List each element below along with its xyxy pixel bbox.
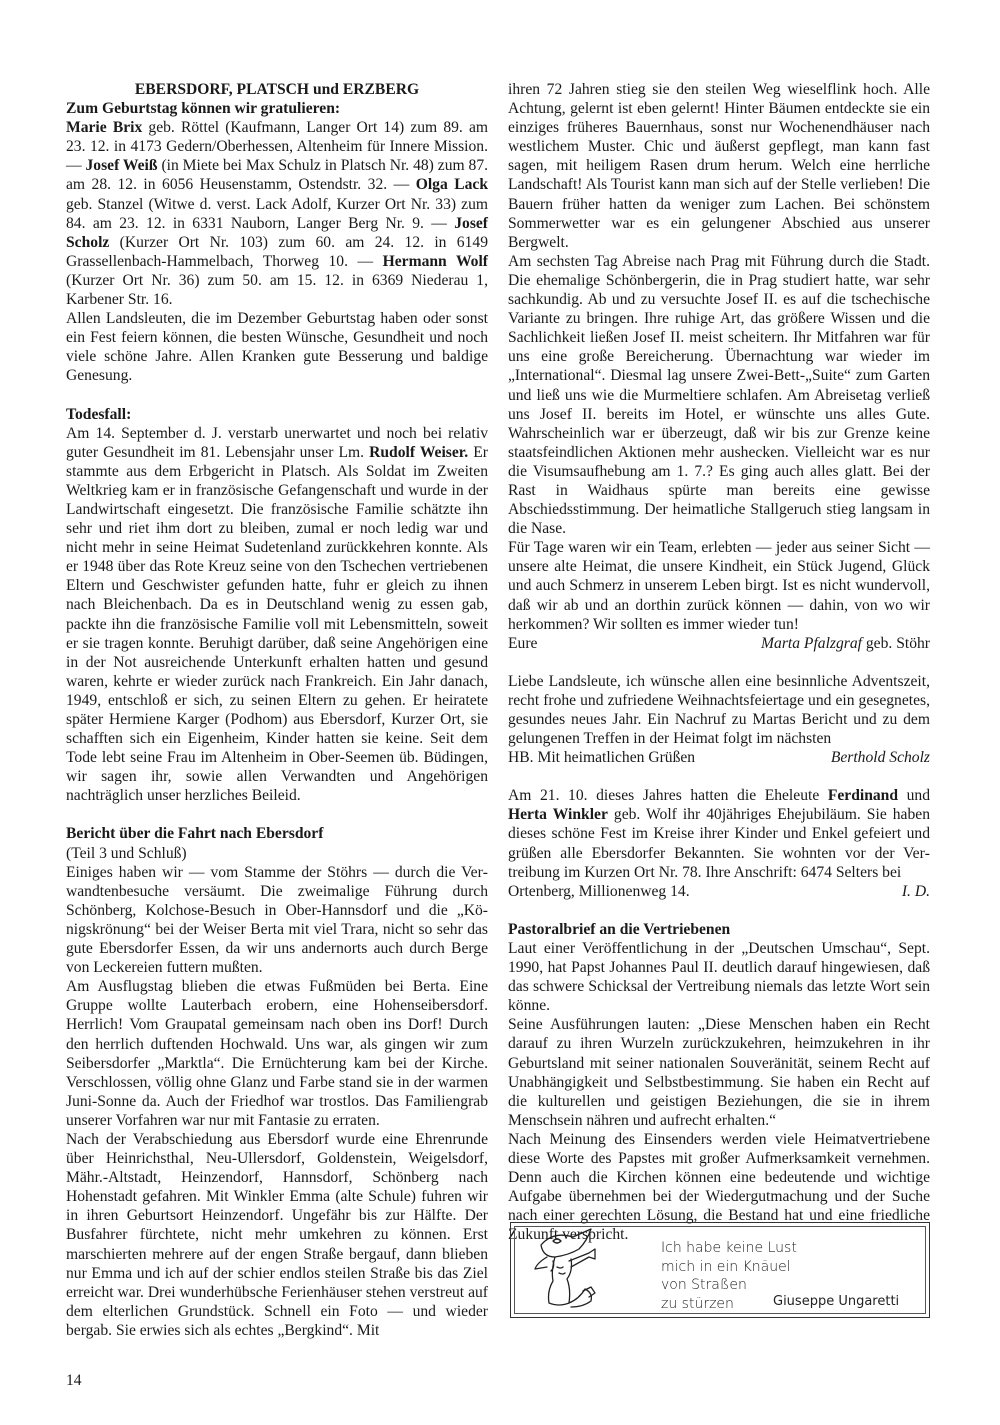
birthday-heading: Zum Geburtstag können wir gratulieren: — [66, 100, 341, 118]
left-column — [66, 80, 488, 1340]
birthday-text: (Kurzer Ort Nr. 36) zum 50. am 15. 12. in 6369 Niederau 1, Karbener Str. 16. — [66, 271, 488, 309]
poem-author: Giuseppe Ungaretti — [773, 1294, 900, 1309]
birthday-text: geb. Röttel (Kaufmann, Langer Ort 14) zum 89. am 23. 12. in 4173 Gedern/Oberhessen, Altenheim für Innere Mission. — — [66, 119, 488, 175]
birthday-name: Marie Brix — [66, 119, 143, 137]
death-notice — [66, 424, 488, 806]
page-number: 14 — [66, 1372, 82, 1389]
birthday-name: Olga Lack — [415, 176, 489, 194]
right-column — [508, 80, 930, 1244]
birthday-name: Josef Weiß — [85, 157, 158, 175]
report-paragraph: ihren 72 Jahren stieg sie den steilen Weg wieselflink hoch. Alle Achtung, gelernt ist eben gelernt! Hinter Bäumen entdeckte sie ein einziges früheres Bauernhaus, sonst nur Wochenendhäuser nach westlichem Muster. Chic und äußerst gepflegt, man kann fast sagen, mit heiligem Rasen drum herum. Welch eine herrliche Landschaft! Als Tourist kann man sich auf der Stelle verlieben! Die Bauern früher hatten da weniger zum Lachen. Bei schönstem Sommerwetter war es ein gelungener Abschied aus unserer Bergwelt. — [508, 81, 930, 251]
anniversary-author: I. D. — [901, 882, 930, 900]
poem-line: zu stürzen — [661, 1295, 734, 1312]
letter-signature — [508, 748, 930, 767]
poem-line: Ich habe keine Lust — [661, 1240, 797, 1256]
anniversary-text — [508, 786, 930, 881]
death-text: Er stammte aus dem Erbgericht in Platsch. Als Soldat im Zweiten Weltkrieg kam er in französische Gefangenschaft und wurde in der Landwirtschaft eingesetzt. Die französische Familie schätzte ihn sehr und riet ihm dort zu bleiben, zumal er noch ledig war und nicht mehr in seine Heimat Sudetenland zurückkehren konnte. Als er 1948 über das Rote Kreuz seine von den Tschechen vertriebenen Eltern und Geschwister gefunden hatte, fuhr er gleich zu ihnen nach Bleichenbach. Da es in Deutschland wenig zu essen gab, packte ihn die französische Familie voll mit Lebensmitteln, soweit er sie tragen konnte. Beruhigt darüber, daß seine Angehörigen eine in der Not ausreichende Unterkunft erhalten hatten und gesund waren, kehrte er wieder zurück nach Frankreich. Ein Jahr danach, 1949, entschloß er sich, zu seinen Eltern zu gehen. Er heiratete später Hermiene Karger (Podhom) aus Ebersdorf, Kurzer Ort, sie schafften sich ein Eigenheim, Kinder hatten sie keine. Seit dem Tode lebt seine Frau im Altenheim in Ober-Seemen üb. Büdingen, wir sagen ihr, sowie allen Verwandten und Angehörigen nachträglich unser herzliches Beileid. — [66, 443, 488, 805]
deceased-name: Rudolf Weiser. — [369, 443, 469, 461]
birthday-name: Hermann Wolf — [382, 252, 488, 270]
report-subheading: (Teil 3 und Schluß) — [66, 844, 187, 862]
birthday-list — [66, 118, 488, 309]
death-text: Am 14. September d. J. verstarb unerwartet und noch bei relativ guter Gesundheit im 81. Lebensjahr unser Lm. — [66, 424, 488, 461]
report-paragraph: Am Ausflugstag blieben die etwas Fußmüden bei Berta. Eine Gruppe wollte Lauterbach erobern, eine Hohenseibersdorf. Herrlich! Vom Graupatal gemeinsam nach oben ins Dorf! Durch den herrlich duftenden Hochwald. Uns war, als gingen wir zum Seibersdorfer „Marktla“. Die Ernüchterung kam bei der Kirche. Verschlossen, völlig ohne Glanz und Farbe stand sie in der warmen Juni-Sonne da. Auch der Friedhof war trostlos. Das Familiengrab unserer Vorfahren war nur mit Fantasie zu erraten. — [66, 978, 488, 1129]
quote-box — [510, 1222, 930, 1318]
birthday-greeting: Allen Landsleuten, die im Dezember Geburtstag haben oder sonst ein Fest feiern können, die besten Wünsche, Gesundheit und noch viele schöne Jahre. Allen Kranken gute Besserung und baldige Genesung. — [66, 310, 488, 385]
letter-text: Liebe Landsleute, ich wünsche allen eine besinnliche Adventszeit, recht frohe und zufriedene Weihnachtsfeiertage und ein gesegnetes, gesundes neues Jahr. Ein Nachruf zu Martas Bericht und zu dem gelungenen Treffen in der Heimat folgt im nächsten — [508, 672, 930, 748]
death-heading: Todesfall: — [66, 405, 132, 423]
report-paragraph: Nach der Verabschiedung aus Ebersdorf wurde eine Ehrenrunde über Heinrichsthal, Neu-Ullersdorf, Goldenstein, Weigelsdorf, Mähr.-Altstadt, Heinzendorf, Hannsdorf, Schönberg nach Hohenstadt gefahren. Mit Winkler Emma (alte Schule) fuhren wir in ihren Geburtsort Heinzendorf. Ungefähr bis zur Hälfte. Der Busfahrer fürchtete, nicht mehr umkehren zu können. Erst marschierten mehrere auf der engen Straße bergauf, dann blieben nur Emma und ich auf der schier endlos steilen Straße bis das Ziel erreicht war. Drei wunderhübsche Ferienhäuser stehen verstreut auf dem elterlichen Grundstück. Schnell ein Foto — und wieder bergab. Sie erwies sich als echtes „Bergkind“. Mit — [66, 1130, 488, 1339]
report-author-suffix: geb. Stöhr — [861, 634, 930, 652]
closing-word: Eure — [508, 634, 538, 652]
poem-line: von Straßen — [661, 1277, 747, 1293]
anniversary-signature — [508, 882, 930, 901]
report-signature — [508, 634, 930, 653]
report-paragraph: Für Tage waren wir ein Team, erlebten — jeder aus seiner Sicht — unsere alte Heimat, die unsere Kindheit, ein Stück Jugend, Glück und auch Schmerz in unserem Leben birgt. Ist es nicht wundervoll, daß wir ab und an dorthin zurück können — dahin, von wo wir herkommen? Wir sollten es immer wieder tun! — [508, 539, 930, 633]
section-title: EBERSDORF, PLATSCH und ERZBERG — [134, 81, 420, 98]
letter-author: Berthold Scholz — [830, 749, 930, 767]
report-paragraph: Einiges haben wir — vom Stamme der Stöhrs — durch die Verwandtenbesuche versäumt. Die zweimalige Führung durch Schönberg, Kolchose-Besuch in Ober-Hannsdorf und die „Königskrönung“ bei der Weiser Berta mit viel Trara, nicht so sehr das gute Ebersdorfer Essen, da wir uns andernorts auch durch Berge von Leckereien futtern mußten. — [66, 863, 488, 977]
birthday-text: (Kurzer Ort Nr. 103) zum 60. am 24. 12. in 6149 Grassellenbach-Hammelbach, Thorweg 10. — — [66, 233, 488, 270]
anniversary-address: Ortenberg, Millionenweg 14. — [508, 882, 690, 900]
letter-closing: HB. Mit heimatlichen Grüßen — [508, 749, 696, 767]
poem-line: mich in ein Knäuel — [661, 1258, 791, 1275]
pastoral-heading: Pastoralbrief an die Vertriebenen — [508, 920, 731, 938]
gnome-playing-trumpet-icon — [533, 1227, 613, 1311]
birthday-name: Josef Scholz — [66, 214, 488, 251]
report-author: Marta Pfalzgraf — [761, 634, 862, 652]
anniversary-post: geb. Wolf ihr 40jähriges Ehejubiläum. Sie haben dieses schöne Fest im Kreise ihrer Kinder und Enkel gefeiert und grüßen alle Ebersdorfer Bekannten. Sie wohnten vor der Vertreibung im Kurzen Ort Nr. 78. Ihre Anschrift: 6474 Selters bei — [508, 806, 930, 881]
pastoral-paragraph: Nach Meinung des Einsenders werden viele Heimatvertriebene diese Worte des Papstes mit großer Aufmerksamkeit vernehmen. Denn auch die Kirchen können eine bedeutende und wichtige Aufgabe übernehmen bei der Wiedergutmachung und der Suche nach einer gerechten Lösung, die Bestand hat und eine friedliche Zukunft verspricht. — [508, 1130, 930, 1244]
report-heading: Bericht über die Fahrt nach Ebersdorf — [66, 825, 324, 843]
birthday-text: (in Miete bei Max Schulz in Platsch Nr. 48) zum 87. am 28. 12. in 6056 Heusenstamm, Ostendstr. 32. — — [66, 157, 489, 194]
anniversary-name: Herta Winkler — [508, 806, 608, 824]
pastoral-paragraph: Seine Ausführungen lauten: „Diese Menschen haben ein Recht darauf zu ihren Wurzeln zurückzukehren, heimzukehren in ihr Geburtsland mit seiner nationalen Souveränität, seinem Recht auf Unabhängigkeit und Selbstbestimmung. Sie haben ein Recht auf die kulturellen und geistigen Beziehungen, die sie in ihrem Menschsein nähren und aufrecht erhalten.“ — [508, 1016, 930, 1129]
anniversary-pre: Am 21. 10. dieses Jahres hatten die Eheleute — [508, 787, 828, 805]
birthday-text: geb. Stanzel (Witwe d. verst. Lack Adolf, Kurzer Ort Nr. 33) zum 84. am 23. 12. in 6331 Nauborn, Langer Berg Nr. 9. — — [66, 195, 488, 232]
pastoral-paragraph: Laut einer Veröffentlichung in der „Deutschen Umschau“, Sept. 1990, hat Papst Johannes Paul II. deutlich darauf hingewiesen, daß das schwere Schicksal der Vertreibung niemals das letzte Wort sein könne. — [508, 939, 930, 1015]
anniversary-name: Ferdinand — [827, 787, 899, 805]
report-paragraph: Am sechsten Tag Abreise nach Prag mit Führung durch die Stadt. Die ehemalige Schönbergerin, die in Prag studiert hatte, war sehr sachkundig. Ab und zu versuchte Josef II. es auf die tschechische Variante zu bringen. Ihre ruhige Art, das größere Wissen und die Sachlichkeit ließen Josef II. meist scheitern. Ihr Mitfahren war für uns eine große Bereicherung. Übernachtung war wieder im „International“. Diesmal lag unsere Zwei-Bett-„Suite“ zum Garten und ließ uns wie die Murmeltiere schlafen. Am Abreisetag verließ uns Josef II. bereits im Hotel, er wünschte uns alles Gute. Wahrscheinlich war er überzeugt, daß wir bis zur Grenze keine staatsfeindlichen Aktionen mehr aushecken. Vielleicht war es nur die Visumsaufhebung am 1. 7.? Es ging auch alles glatt. Bei der Rast in Waidhaus spürte man bereits eine gewisse Abschiedsstimmung. Der heimatliche Stallgeruch stieg langsam in die Nase. — [508, 252, 930, 538]
anniversary-mid: und — [898, 787, 930, 805]
